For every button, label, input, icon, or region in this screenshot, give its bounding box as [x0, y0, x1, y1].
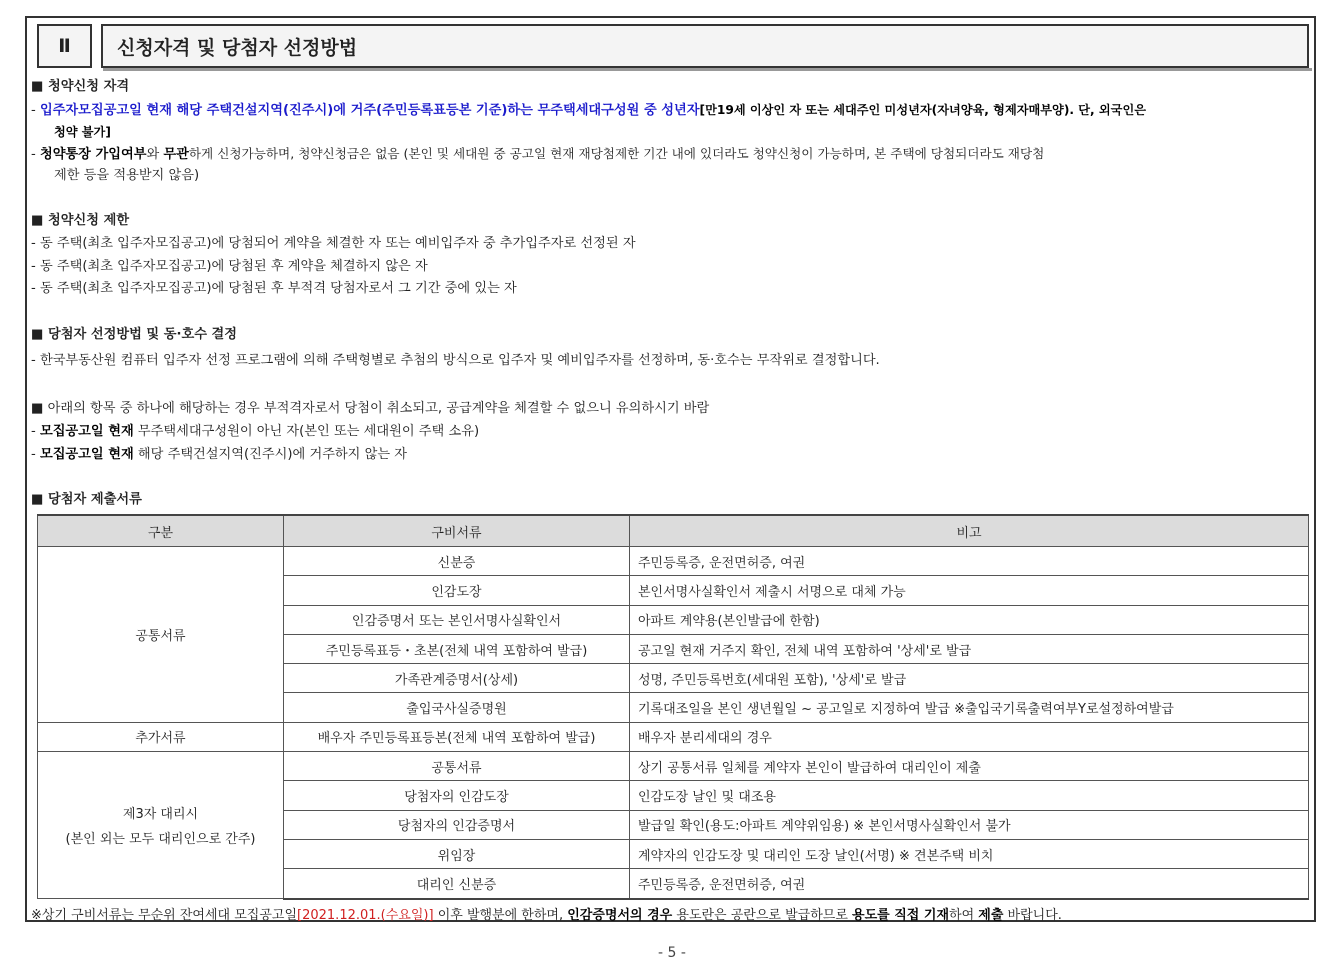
section-header — [37, 24, 1309, 68]
page-frame — [25, 16, 1316, 922]
eligibility-note-cont: 청약 불가] — [54, 125, 111, 139]
section-number: Ⅱ — [37, 24, 92, 68]
text: 이후 발행분에 한하며, — [433, 908, 568, 923]
dash: - — [31, 147, 40, 162]
doc-cell: 인감도장 — [284, 576, 630, 605]
eligibility-note: [만19세 이상인 자 또는 세대주인 미성년자(자녀양육, 형제자매부양). 단, 외국인은 — [699, 103, 1147, 117]
documents-table — [37, 514, 1309, 900]
bold-text: 모집공고일 현재 — [39, 447, 134, 462]
text: 해당 주택건설지역(진주시)에 거주하지 않는 자 — [133, 447, 408, 462]
text: 하게 신청가능하며, 청약신청금은 없음 (본인 및 세대원 중 공고일 현재 재당첨제한 기간 내에 있더라도 청약신청이 가능하며, 본 주택에 당첨되더라도 재당첨 — [188, 146, 1045, 161]
doc-cell: 인감증명서 또는 본인서명사실확인서 — [284, 605, 630, 634]
doc-cell: 당첨자의 인감도장 — [284, 781, 630, 810]
text: 무주택세대구성원이 아닌 자(본인 또는 세대원이 주택 소유) — [133, 424, 480, 439]
group-cell — [38, 752, 284, 899]
bold-text: 무관 — [163, 147, 189, 162]
doc-cell: 위임장 — [284, 839, 630, 868]
group-label: 제3자 대리시 — [122, 807, 199, 823]
disqualification-heading: ■ 아래의 항목 중 하나에 해당하는 경우 부적격자로서 당첨이 취소되고, 공급계약을 체결할 수 없으니 유의하시기 바람 — [31, 401, 710, 416]
selection-item: - 한국부동산원 컴퓨터 입주자 선정 프로그램에 의해 주택형별로 추첨의 방식으로 입주자 및 예비입주자를 선정하며, 동·호수는 무작위로 결정합니다. — [31, 353, 880, 368]
note-cell: 성명, 주민등록번호(세대원 포함), '상세'로 발급 — [630, 664, 1309, 693]
section-title: 신청자격 및 당첨자 선정방법 — [101, 24, 1309, 68]
bold-text: 청약통장 가입여부 — [39, 147, 147, 162]
text: 바랍니다. — [1003, 908, 1062, 923]
note-cell: 본인서명사실확인서 제출시 서명으로 대체 가능 — [630, 576, 1309, 605]
doc-cell: 신분증 — [284, 547, 630, 576]
bold-text: 용도를 직접 기재 — [852, 908, 950, 923]
page-number: - 5 - — [658, 945, 686, 961]
restriction-heading: ■ 청약신청 제한 — [31, 213, 130, 228]
dash: - — [31, 424, 40, 439]
note-cell: 기록대조일을 본인 생년월일 ~ 공고일로 지정하여 발급 ※출입국기록출력여부Y로설정하여발급 — [630, 693, 1309, 722]
notice-date: [2021.12.01.(수요일)] — [297, 908, 434, 923]
note-cell: 주민등록증, 운전면허증, 여권 — [630, 869, 1309, 899]
disqualification-item-1 — [31, 422, 479, 442]
disqualification-item-2 — [31, 445, 407, 465]
note-cell: 발급일 확인(용도:아파트 계약위임용) ※ 본인서명사실확인서 불가 — [630, 810, 1309, 839]
eligibility-item-1 — [31, 100, 1146, 121]
note-cell: 아파트 계약용(본인발급에 한함) — [630, 605, 1309, 634]
selection-heading: ■ 당첨자 선정방법 및 동·호수 결정 — [31, 327, 238, 342]
bold-text: 제출 — [978, 908, 1004, 923]
doc-cell: 가족관계증명서(상세) — [284, 664, 630, 693]
doc-cell: 주민등록표등・초본(전체 내역 포함하여 발급) — [284, 634, 630, 663]
table-header-row — [38, 515, 1309, 547]
note-cell: 인감도장 날인 및 대조용 — [630, 781, 1309, 810]
text: 용도란은 공란으로 발급하므로 — [672, 908, 853, 923]
doc-cell: 출입국사실증명원 — [284, 693, 630, 722]
footnote — [31, 904, 1062, 923]
restriction-item: - 동 주택(최초 입주자모집공고)에 당첨된 후 계약을 체결하지 않은 자 — [31, 259, 428, 274]
col-header: 비고 — [630, 515, 1309, 547]
group-cell: 추가서류 — [38, 722, 284, 751]
col-header: 구분 — [38, 515, 284, 547]
doc-cell: 대리인 신분증 — [284, 869, 630, 899]
text: 하여 — [949, 908, 979, 923]
group-cell: 공통서류 — [38, 547, 284, 723]
eligibility-item-2-cont: 제한 등을 적용받지 않음) — [54, 168, 200, 183]
note-cell: 배우자 분리세대의 경우 — [630, 722, 1309, 751]
col-header: 구비서류 — [284, 515, 630, 547]
table-row — [38, 547, 1309, 576]
note-cell: 계약자의 인감도장 및 대리인 도장 날인(서명) ※ 견본주택 비치 — [630, 839, 1309, 868]
doc-cell: 공통서류 — [284, 752, 630, 781]
restriction-item: - 동 주택(최초 입주자모집공고)에 당첨되어 계약을 체결한 자 또는 예비입주자 중 추가입주자로 선정된 자 — [31, 236, 636, 251]
note-cell: 주민등록증, 운전면허증, 여권 — [630, 547, 1309, 576]
text: 와 — [146, 147, 164, 162]
doc-cell: 배우자 주민등록표등본(전체 내역 포함하여 발급) — [284, 722, 630, 751]
doc-cell: 당첨자의 인감증명서 — [284, 810, 630, 839]
text: ※상기 구비서류는 무순위 잔여세대 모집공고일 — [31, 908, 298, 923]
group-sublabel: (본인 외는 모두 대리인으로 간주) — [65, 832, 256, 848]
eligibility-item-2 — [31, 144, 1044, 165]
table-row — [38, 722, 1309, 751]
eligibility-main-text: 입주자모집공고일 현재 해당 주택건설지역(진주시)에 거주(주민등록표등본 기준)하는 무주택세대구성원 중 성년자 — [39, 103, 700, 118]
bold-text: 모집공고일 현재 — [39, 424, 134, 439]
header-shadow — [103, 68, 1312, 71]
table-row — [38, 752, 1309, 781]
note-cell: 공고일 현재 거주지 확인, 전체 내역 포함하여 '상세'로 발급 — [630, 634, 1309, 663]
note-cell: 상기 공통서류 일체를 계약자 본인이 발급하여 대리인이 제출 — [630, 752, 1309, 781]
dash: - — [31, 103, 40, 118]
bold-text: 인감증명서의 경우 — [567, 908, 673, 923]
dash: - — [31, 447, 40, 462]
documents-heading: ■ 당첨자 제출서류 — [31, 492, 142, 507]
eligibility-heading: ■ 청약신청 자격 — [31, 79, 130, 94]
restriction-item: - 동 주택(최초 입주자모집공고)에 당첨된 후 부적격 당첨자로서 그 기간 중에 있는 자 — [31, 281, 517, 296]
